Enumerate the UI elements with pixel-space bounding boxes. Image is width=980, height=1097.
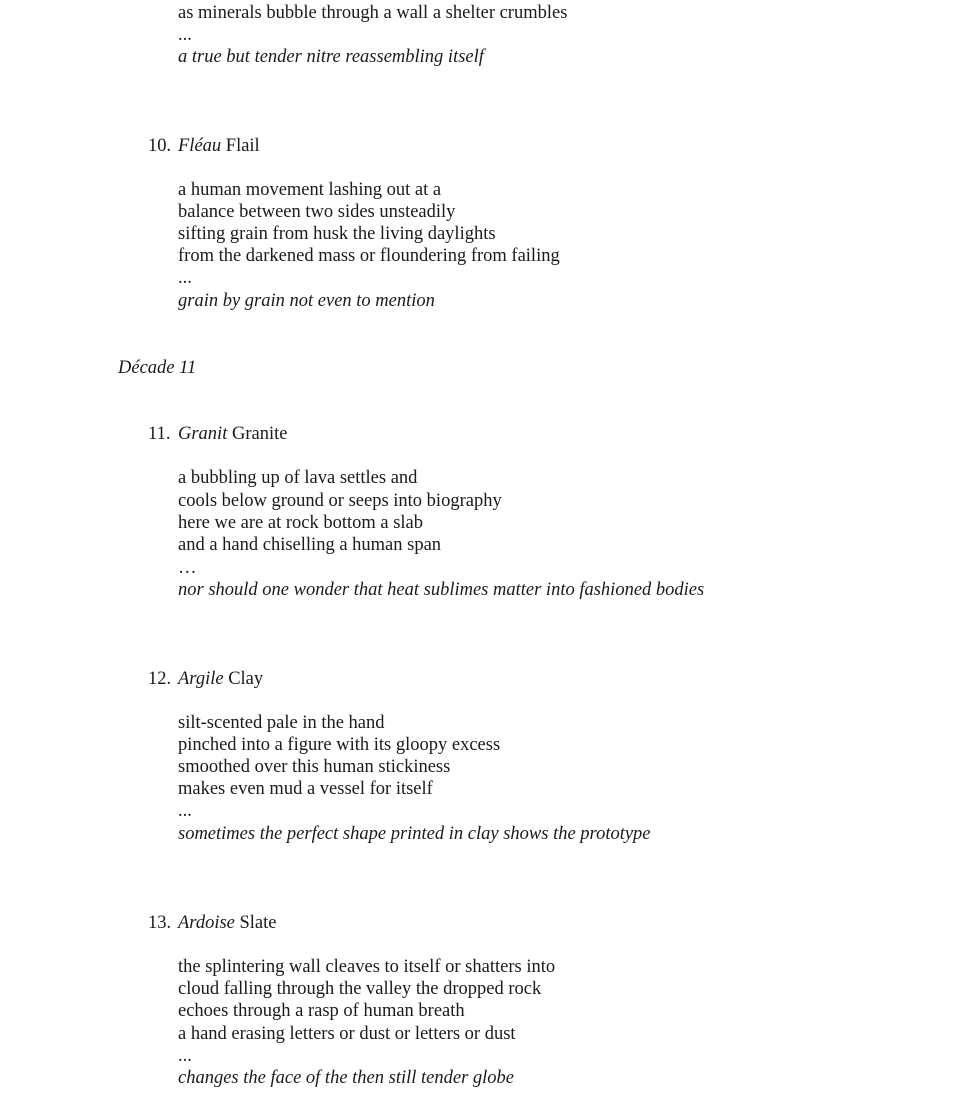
entry-title-french: Argile <box>178 669 224 689</box>
coda-line: sometimes the perfect shape printed in clay shows the prototype <box>178 824 651 844</box>
poem-line: a human movement lashing out at a <box>178 180 442 200</box>
entry-title-english: Slate <box>239 913 277 933</box>
poem-line: a bubbling up of lava settles and <box>178 468 418 488</box>
entry-title-french: Granit <box>178 424 228 444</box>
entry-number: 12. <box>148 669 172 689</box>
ellipsis: ... <box>178 1046 192 1066</box>
coda-line: grain by grain not even to mention <box>178 291 435 311</box>
entry-title-english: Flail <box>225 136 260 156</box>
entry-heading <box>148 912 277 934</box>
poem-line: makes even mud a vessel for itself <box>178 779 433 799</box>
entry-heading <box>148 668 263 690</box>
entry-heading <box>148 423 287 445</box>
poem-line: sifting grain from husk the living daylights <box>178 224 496 244</box>
poem-line: here we are at rock bottom a slab <box>178 513 424 533</box>
poem-line: echoes through a rasp of human breath <box>178 1001 465 1021</box>
entry-number: 10. <box>148 136 172 156</box>
poem-line: the splintering wall cleaves to itself or shatters into <box>178 957 556 977</box>
decade-heading: Décade 11 <box>118 358 197 378</box>
entry-number: 11. <box>148 424 171 444</box>
poem-line: cloud falling through the valley the dropped rock <box>178 979 542 999</box>
entry-title-english: Granite <box>231 424 288 444</box>
poem-line: cools below ground or seeps into biography <box>178 491 502 511</box>
poem-line: balance between two sides unsteadily <box>178 202 456 222</box>
coda-line: a true but tender nitre reassembling itself <box>178 47 484 67</box>
coda-line: nor should one wonder that heat sublimes matter into fashioned bodies <box>178 580 705 600</box>
ellipsis: ... <box>178 268 192 288</box>
poem-line: a hand erasing letters or dust or letters or dust <box>178 1024 516 1044</box>
poem-line: as minerals bubble through a wall a shelter crumbles <box>178 3 568 23</box>
entry-number: 13. <box>148 913 172 933</box>
entry-title-english: Clay <box>228 669 264 689</box>
entry-title-french: Ardoise <box>178 913 235 933</box>
ellipsis: … <box>178 558 197 578</box>
poem-line: from the darkened mass or floundering from failing <box>178 246 560 266</box>
ellipsis: ... <box>178 801 192 821</box>
poem-line: silt-scented pale in the hand <box>178 713 385 733</box>
poem-line: and a hand chiselling a human span <box>178 535 442 555</box>
entry-heading <box>148 135 260 157</box>
coda-line: changes the face of the then still tender globe <box>178 1068 514 1088</box>
entry-title-french: Fléau <box>178 136 222 156</box>
ellipsis: ... <box>178 25 192 45</box>
poem-line: smoothed over this human stickiness <box>178 757 451 777</box>
poem-line: pinched into a figure with its gloopy excess <box>178 735 501 755</box>
